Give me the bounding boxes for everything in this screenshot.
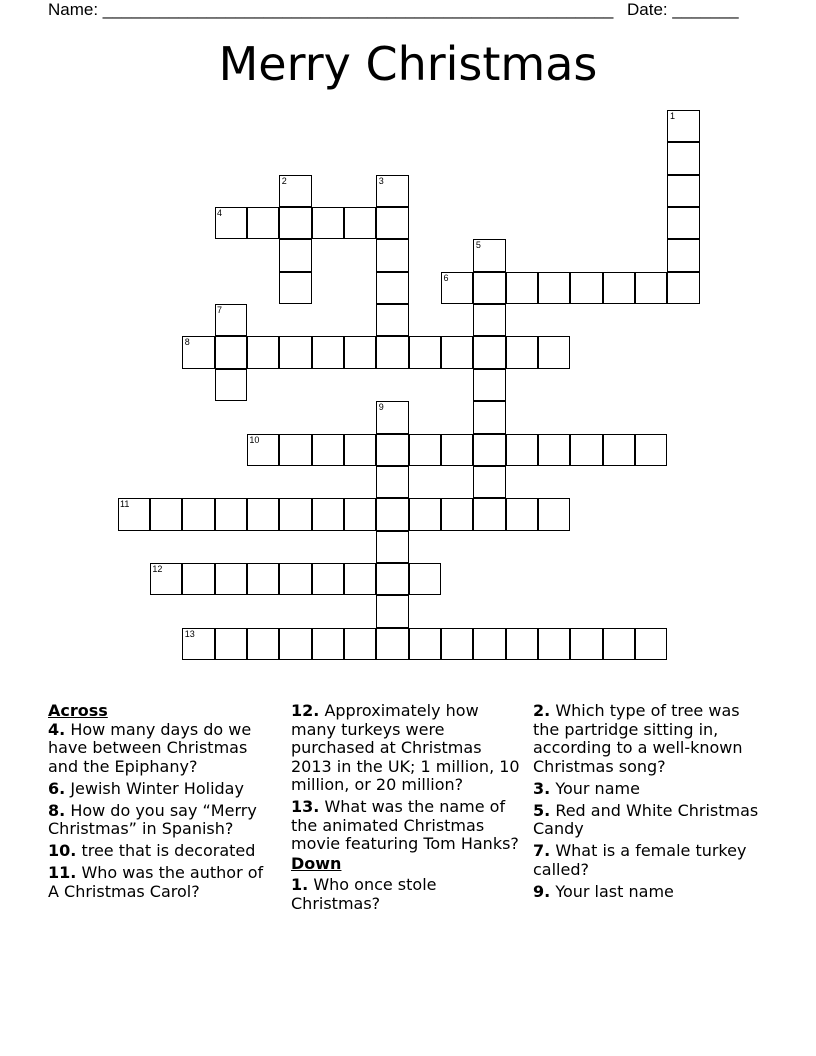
- grid-cell[interactable]: [570, 628, 602, 660]
- grid-cell[interactable]: [538, 434, 570, 466]
- grid-cell[interactable]: [150, 563, 182, 595]
- grid-cell[interactable]: [376, 563, 408, 595]
- grid-cell[interactable]: [247, 336, 279, 368]
- grid-cell[interactable]: [538, 336, 570, 368]
- clue-number: 2: [281, 175, 287, 186]
- grid-cell[interactable]: [279, 175, 311, 207]
- grid-cell[interactable]: [570, 272, 602, 304]
- grid-cell[interactable]: [667, 239, 699, 271]
- grid-cell[interactable]: [473, 434, 505, 466]
- grid-cell[interactable]: [279, 563, 311, 595]
- grid-cell[interactable]: [441, 628, 473, 660]
- clue-number: 8: [184, 337, 190, 348]
- clue-down-2: 2. Which type of tree was the partridge sitting in, according to a well-known Christmas song?: [533, 701, 743, 776]
- grid-cell[interactable]: [376, 466, 408, 498]
- grid-cell[interactable]: [376, 401, 408, 433]
- clue-column-2: [291, 702, 523, 917]
- grid-cell[interactable]: [279, 628, 311, 660]
- page-title: Merry Christmas: [218, 37, 598, 91]
- grid-cell[interactable]: [506, 628, 538, 660]
- grid-cell[interactable]: [506, 498, 538, 530]
- grid-cell[interactable]: [473, 304, 505, 336]
- down-heading: Down: [291, 853, 342, 873]
- grid-cell[interactable]: [441, 272, 473, 304]
- grid-cell[interactable]: [376, 304, 408, 336]
- grid-cell[interactable]: [344, 628, 376, 660]
- grid-cell[interactable]: [215, 563, 247, 595]
- grid-cell[interactable]: [344, 563, 376, 595]
- grid-cell[interactable]: [473, 336, 505, 368]
- grid-cell[interactable]: [344, 207, 376, 239]
- grid-cell[interactable]: [376, 531, 408, 563]
- grid-cell[interactable]: [215, 498, 247, 530]
- grid-cell[interactable]: [279, 498, 311, 530]
- grid-cell[interactable]: [409, 434, 441, 466]
- grid-cell[interactable]: [538, 272, 570, 304]
- grid-cell[interactable]: [667, 272, 699, 304]
- grid-cell[interactable]: [247, 207, 279, 239]
- name-field-label: Name: ______________________________________________________: [48, 0, 614, 19]
- grid-cell[interactable]: [376, 207, 408, 239]
- grid-cell[interactable]: [409, 498, 441, 530]
- grid-cell[interactable]: [376, 628, 408, 660]
- clue-down-5: 5. Red and White Christmas Candy: [533, 800, 759, 838]
- clue-down-3: 3. Your name: [533, 778, 640, 798]
- grid-cell[interactable]: [279, 434, 311, 466]
- grid-cell[interactable]: [182, 336, 214, 368]
- grid-cell[interactable]: [182, 498, 214, 530]
- grid-cell[interactable]: [473, 239, 505, 271]
- grid-cell[interactable]: [473, 628, 505, 660]
- grid-cell[interactable]: [344, 336, 376, 368]
- clue-down-7: 7. What is a female turkey called?: [533, 841, 747, 879]
- clue-number: 11: [120, 499, 130, 510]
- grid-cell[interactable]: [182, 628, 214, 660]
- clue-number: 7: [217, 305, 223, 316]
- clue-across-6: 6. Jewish Winter Holiday: [48, 778, 244, 798]
- clue-across-11: 11. Who was the author of A Christmas Carol?: [48, 863, 264, 901]
- grid-cell[interactable]: [441, 336, 473, 368]
- grid-cell[interactable]: [506, 272, 538, 304]
- grid-cell[interactable]: [376, 595, 408, 627]
- grid-cell[interactable]: [603, 272, 635, 304]
- grid-cell[interactable]: [667, 142, 699, 174]
- clue-across-13: 13. What was the name of the animated Christmas movie featuring Tom Hanks?: [291, 797, 519, 853]
- grid-cell[interactable]: [215, 207, 247, 239]
- clue-across-8: 8. How do you say “Merry Christmas” in Spanish?: [48, 800, 257, 838]
- grid-cell[interactable]: [312, 207, 344, 239]
- clue-number: 9: [378, 402, 384, 413]
- grid-cell[interactable]: [376, 175, 408, 207]
- clue-number: 5: [475, 240, 481, 251]
- clue-number: 12: [152, 563, 163, 574]
- grid-cell[interactable]: [279, 207, 311, 239]
- clue-number: 6: [443, 272, 449, 283]
- grid-cell[interactable]: [215, 369, 247, 401]
- grid-cell[interactable]: [473, 272, 505, 304]
- grid-cell[interactable]: [312, 434, 344, 466]
- grid-cell[interactable]: [118, 498, 150, 530]
- clue-number: 10: [249, 434, 260, 445]
- grid-cell[interactable]: [247, 434, 279, 466]
- grid-cell[interactable]: [603, 434, 635, 466]
- grid-cell[interactable]: [312, 336, 344, 368]
- grid-cell[interactable]: [247, 498, 279, 530]
- grid-cell[interactable]: [538, 628, 570, 660]
- grid-cell[interactable]: [215, 628, 247, 660]
- clue-number: 13: [184, 628, 195, 639]
- grid-cell[interactable]: [312, 498, 344, 530]
- clue-column-1: [48, 702, 278, 905]
- grid-cell[interactable]: [409, 336, 441, 368]
- grid-cell[interactable]: [312, 563, 344, 595]
- grid-cell[interactable]: [279, 336, 311, 368]
- grid-cell[interactable]: [344, 434, 376, 466]
- grid-cell[interactable]: [603, 628, 635, 660]
- across-heading: Across: [48, 701, 108, 720]
- clue-across-12: 12. Approximately how many turkeys were purchased at Christmas 2013 in the UK; 1 million, 10 million, or 20 million?: [291, 701, 520, 794]
- grid-cell[interactable]: [506, 336, 538, 368]
- grid-cell[interactable]: [215, 304, 247, 336]
- grid-cell[interactable]: [635, 434, 667, 466]
- grid-cell[interactable]: [667, 175, 699, 207]
- grid-cell[interactable]: [538, 498, 570, 530]
- grid-cell[interactable]: [376, 434, 408, 466]
- grid-cell[interactable]: [441, 434, 473, 466]
- clue-number: 4: [217, 208, 223, 219]
- clue-down-9: 9. Your last name: [533, 881, 674, 901]
- grid-cell[interactable]: [215, 336, 247, 368]
- grid-cell[interactable]: [279, 272, 311, 304]
- grid-cell[interactable]: [473, 498, 505, 530]
- grid-cell[interactable]: [312, 628, 344, 660]
- grid-cell[interactable]: [409, 563, 441, 595]
- grid-cell[interactable]: [667, 110, 699, 142]
- grid-cell[interactable]: [376, 336, 408, 368]
- grid-cell[interactable]: [376, 239, 408, 271]
- grid-cell[interactable]: [247, 628, 279, 660]
- grid-cell[interactable]: [344, 498, 376, 530]
- clue-number: 3: [378, 175, 384, 186]
- grid-cell[interactable]: [506, 434, 538, 466]
- grid-cell[interactable]: [409, 628, 441, 660]
- clue-number: 1: [669, 111, 675, 121]
- date-field-label: Date: _______: [627, 0, 739, 19]
- grid-cell[interactable]: [570, 434, 602, 466]
- grid-cell[interactable]: [279, 239, 311, 271]
- clue-across-10: 10. tree that is decorated: [48, 841, 256, 860]
- grid-cell[interactable]: [247, 563, 279, 595]
- grid-cell[interactable]: [473, 401, 505, 433]
- grid-cell[interactable]: [376, 272, 408, 304]
- clue-column-3: [533, 702, 763, 905]
- grid-cell[interactable]: [376, 498, 408, 530]
- clue-down-1: 1. Who once stole Christmas?: [291, 875, 437, 913]
- grid-cell[interactable]: [635, 628, 667, 660]
- grid-cell[interactable]: [182, 563, 214, 595]
- grid-cell[interactable]: [150, 498, 182, 530]
- grid-cell[interactable]: [441, 498, 473, 530]
- grid-cell[interactable]: [635, 272, 667, 304]
- grid-cell[interactable]: [667, 207, 699, 239]
- clue-across-4: 4. How many days do we have between Christmas and the Epiphany?: [48, 719, 252, 776]
- grid-cell[interactable]: [473, 369, 505, 401]
- grid-cell[interactable]: [473, 466, 505, 498]
